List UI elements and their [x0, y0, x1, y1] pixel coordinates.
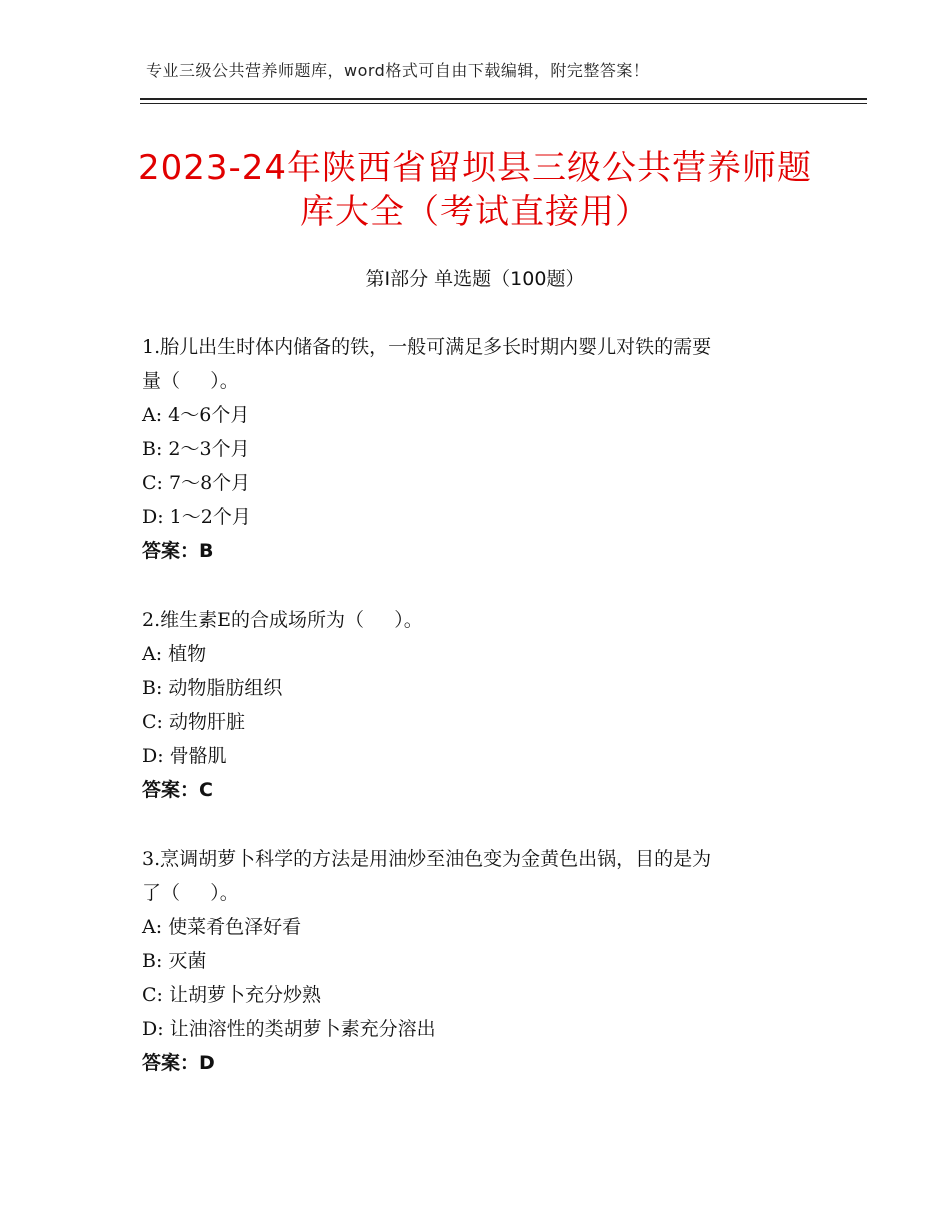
- header-rule-thin: [140, 103, 867, 104]
- option-c: C: 让胡萝卜充分炒熟: [142, 984, 321, 1006]
- option-d: D: 1～2个月: [142, 506, 251, 528]
- section-heading: 第Ⅰ部分 单选题（100题）: [365, 268, 585, 290]
- option-b: B: 灭菌: [142, 950, 207, 972]
- option-d: D: 让油溶性的类胡萝卜素充分溶出: [142, 1018, 436, 1040]
- answer: 答案：C: [142, 779, 213, 801]
- question-stem: 1.胎儿出生时体内储备的铁，一般可满足多长时期内婴儿对铁的需要: [142, 336, 712, 358]
- question-stem: 3.烹调胡萝卜科学的方法是用油炒至油色变为金黄色出锅，目的是为: [142, 848, 712, 870]
- title-line-2: 库大全（考试直接用）: [300, 192, 650, 232]
- answer: 答案：B: [142, 540, 214, 562]
- question-stem: 2.维生素E的合成场所为（ ）。: [142, 609, 423, 631]
- answer: 答案：D: [142, 1052, 215, 1074]
- option-a: A: 使菜肴色泽好看: [142, 916, 302, 938]
- option-d: D: 骨骼肌: [142, 745, 227, 767]
- title-line-1: 2023-24年陕西省留坝县三级公共营养师题: [137, 148, 813, 188]
- option-a: A: 植物: [142, 643, 207, 665]
- question-stem-continued: 了（ ）。: [142, 882, 239, 904]
- question-stem-continued: 量（ ）。: [142, 370, 239, 392]
- option-b: B: 2～3个月: [142, 438, 250, 460]
- document-title: [100, 146, 850, 234]
- header-rule-thick: [140, 98, 867, 100]
- option-c: C: 7～8个月: [142, 472, 251, 494]
- option-a: A: 4～6个月: [142, 404, 250, 426]
- option-b: B: 动物脂肪组织: [142, 677, 283, 699]
- header-note: 专业三级公共营养师题库，word格式可自由下载编辑，附完整答案！: [146, 61, 650, 80]
- option-c: C: 动物肝脏: [142, 711, 245, 733]
